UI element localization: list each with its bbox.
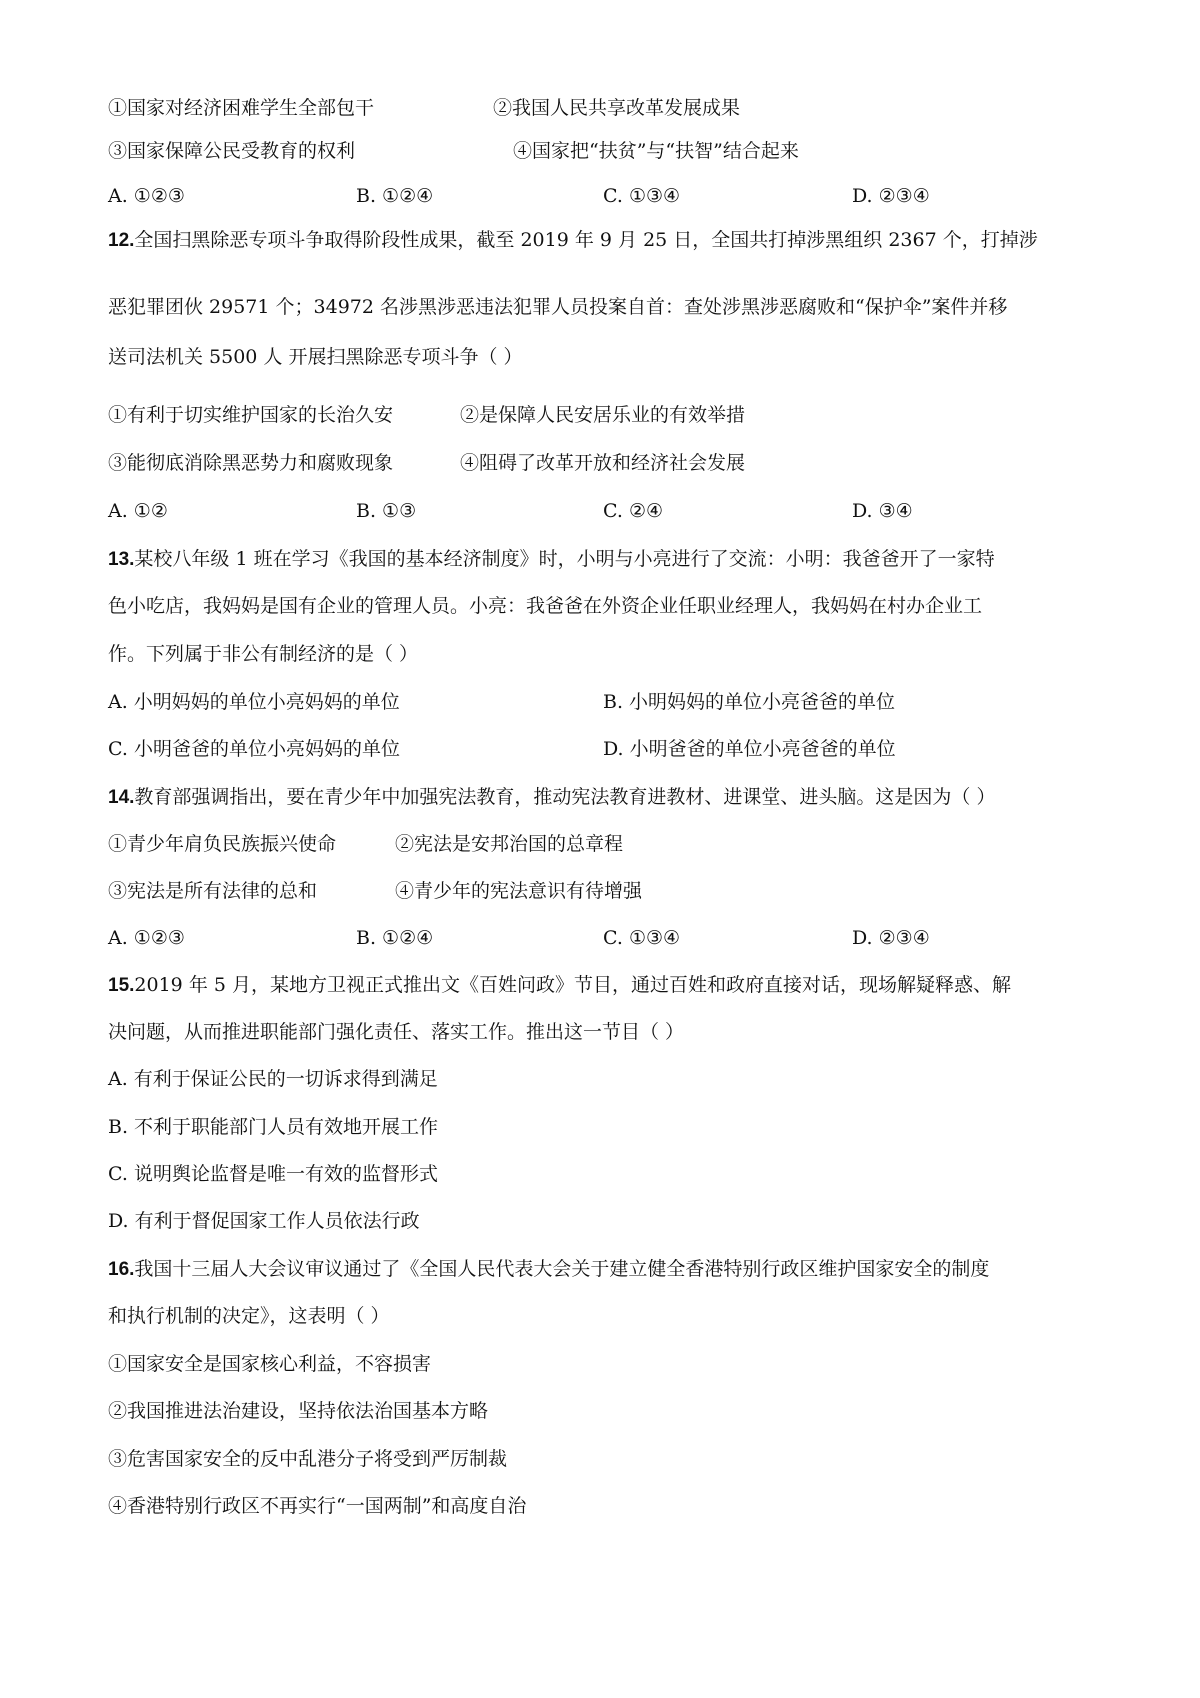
q11-choice-c: C. ①③④ (603, 185, 681, 207)
q16-option-2: ②我国推进法治建设，坚持依法治国基本方略 (108, 1400, 489, 1422)
q11-option-4: ④国家把“扶贫”与“扶智”结合起来 (513, 140, 799, 162)
q13-choice-b: B. 小明妈妈的单位小亮爸爸的单位 (603, 691, 896, 713)
q12-stem-line-1: 全国扫黑除恶专项斗争取得阶段性成果，截至 2019 年 9 月 25 日，全国共打掉涉黑组织 2367 个，打掉涉 (134, 229, 1038, 251)
q16-stem-line-2: 和执行机制的决定》，这表明（ ） (108, 1305, 390, 1327)
q12-option-2: ②是保障人民安居乐业的有效举措 (460, 404, 746, 426)
q14-choice-c: C. ①③④ (603, 927, 681, 949)
q16-option-3: ③危害国家安全的反中乱港分子将受到严厉制裁 (108, 1448, 508, 1470)
q15-stem-line-1: 2019 年 5 月，某地方卫视正式推出文《百姓问政》节目，通过百姓和政府直接对话，现场解疑释惑、解 (134, 974, 1011, 996)
q14-option-2: ②宪法是安邦治国的总章程 (395, 833, 624, 855)
q12-stem-line-2: 恶犯罪团伙 29571 个；34972 名涉黑涉恶违法犯罪人员投案自首：查处涉黑涉恶腐败和“保护伞”案件并移 (108, 296, 1008, 318)
q15-choice-c: C. 说明舆论监督是唯一有效的监督形式 (108, 1163, 438, 1185)
q11-choice-a: A. ①②③ (108, 185, 185, 207)
q15-number: 15. (108, 975, 135, 996)
q16-option-4: ④香港特别行政区不再实行“一国两制”和高度自治 (108, 1495, 527, 1517)
q11-choice-d: D. ②③④ (852, 185, 930, 207)
q11-option-2: ②我国人民共享改革发展成果 (493, 97, 741, 119)
q12-option-1: ①有利于切实维护国家的长治久安 (108, 404, 394, 426)
q13-stem-line-3: 作。下列属于非公有制经济的是（ ） (108, 643, 419, 665)
q16-number: 16. (108, 1259, 135, 1280)
q11-option-3: ③国家保障公民受教育的权利 (108, 140, 356, 162)
q13-choice-a: A. 小明妈妈的单位小亮妈妈的单位 (108, 691, 400, 713)
q14-stem-line-1: 教育部强调指出，要在青少年中加强宪法教育，推动宪法教育进教材、进课堂、进头脑。这是因为（ ） (134, 786, 996, 808)
q13-choice-c: C. 小明爸爸的单位小亮妈妈的单位 (108, 738, 400, 760)
q14-option-3: ③宪法是所有法律的总和 (108, 880, 318, 902)
q14-option-1: ①青少年肩负民族振兴使命 (108, 833, 337, 855)
q12-number: 12. (108, 230, 135, 251)
q14-choice-a: A. ①②③ (108, 927, 185, 949)
q13-stem-line-2: 色小吃店，我妈妈是国有企业的管理人员。小亮：我爸爸在外资企业任职业经理人，我妈妈在村办企业工 (108, 595, 983, 617)
q15-choice-d: D. 有利于督促国家工作人员依法行政 (108, 1210, 420, 1232)
q13-stem-line-1: 某校八年级 1 班在学习《我国的基本经济制度》时，小明与小亮进行了交流：小明：我爸爸开了一家特 (134, 548, 995, 570)
q12-choice-c: C. ②④ (603, 500, 664, 522)
q16-option-1: ①国家安全是国家核心利益，不容损害 (108, 1353, 432, 1375)
q12-option-4: ④阻碍了改革开放和经济社会发展 (460, 452, 746, 474)
q14-choice-d: D. ②③④ (852, 927, 930, 949)
q14-number: 14. (108, 787, 135, 808)
q11-choice-b: B. ①②④ (356, 185, 434, 207)
q14-choice-b: B. ①②④ (356, 927, 434, 949)
q14-option-4: ④青少年的宪法意识有待增强 (395, 880, 643, 902)
q12-choice-d: D. ③④ (852, 500, 913, 522)
q15-choice-a: A. 有利于保证公民的一切诉求得到满足 (108, 1068, 438, 1090)
q12-stem-line-3: 送司法机关 5500 人 开展扫黑除恶专项斗争（ ） (108, 346, 523, 368)
q11-option-1: ①国家对经济困难学生全部包干 (108, 97, 375, 119)
q12-option-3: ③能彻底消除黑恶势力和腐败现象 (108, 452, 394, 474)
q13-number: 13. (108, 549, 135, 570)
q15-stem-line-2: 决问题，从而推进职能部门强化责任、落实工作。推出这一节目（ ） (108, 1021, 685, 1043)
q12-choice-b: B. ①③ (356, 500, 417, 522)
q16-stem-line-1: 我国十三届人大会议审议通过了《全国人民代表大会关于建立健全香港特别行政区维护国家安全的制度 (134, 1258, 990, 1280)
q13-choice-d: D. 小明爸爸的单位小亮爸爸的单位 (603, 738, 896, 760)
q12-choice-a: A. ①② (108, 500, 168, 522)
q15-choice-b: B. 不利于职能部门人员有效地开展工作 (108, 1116, 439, 1138)
